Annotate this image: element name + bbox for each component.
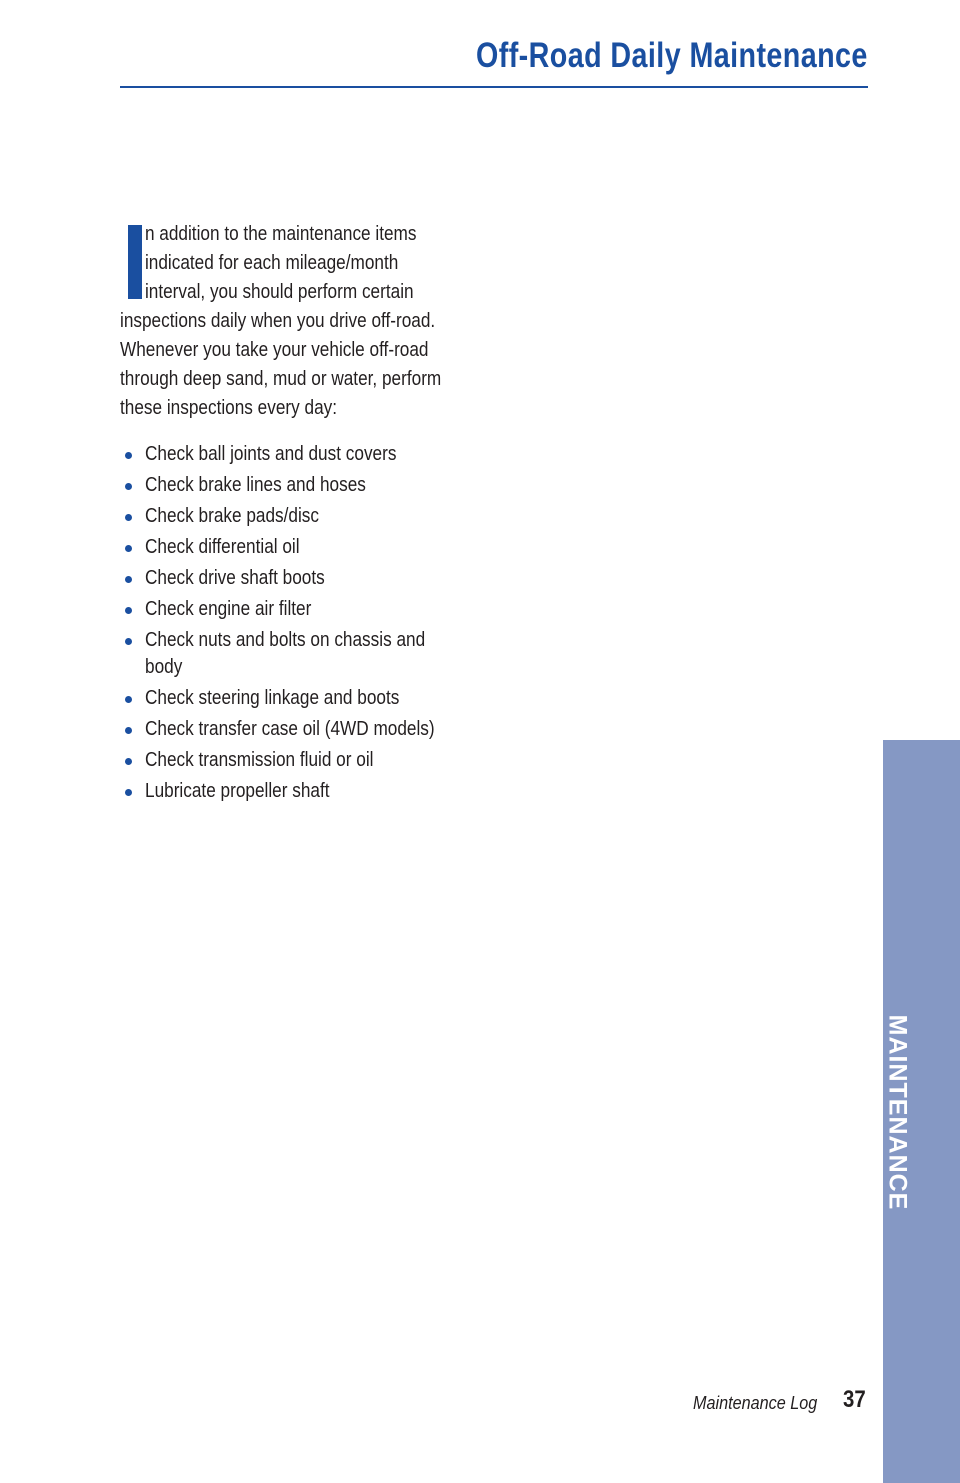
list-item	[120, 503, 560, 530]
bullet-icon	[125, 483, 132, 490]
list-item-text	[120, 565, 560, 592]
list-item	[120, 627, 560, 681]
list-item	[120, 685, 560, 712]
bullet-icon	[125, 727, 132, 734]
list-item-text	[120, 685, 560, 712]
list-item-line: body	[145, 656, 183, 678]
title-rule	[120, 86, 868, 88]
list-item-line: Lubricate propeller shaft	[145, 780, 330, 802]
bullet-icon	[125, 758, 132, 765]
list-item-text	[120, 534, 560, 561]
list-item-text	[120, 716, 560, 743]
bullet-icon	[125, 452, 132, 459]
list-item-line: Check brake pads/disc	[145, 505, 320, 527]
list-item-text	[120, 596, 560, 623]
list-item-text	[120, 627, 560, 681]
list-item-line: Check ball joints and dust covers	[145, 443, 397, 465]
bullet-icon	[125, 514, 132, 521]
bullet-icon	[125, 789, 132, 796]
bullet-icon	[125, 638, 132, 645]
section-side-label	[884, 1000, 910, 1225]
list-item-text	[120, 441, 560, 468]
page-title: Off-Road Daily Maintenance	[476, 36, 868, 75]
intro-line: these inspections every day:	[120, 397, 338, 419]
page-number: 37	[843, 1386, 866, 1413]
bullet-icon	[125, 607, 132, 614]
intro-line: interval, you should perform certain	[144, 281, 414, 303]
intro-line: indicated for each mileage/month	[144, 252, 399, 274]
footer-section-label: Maintenance Log	[693, 1393, 818, 1413]
intro-paragraph	[120, 220, 560, 423]
inspection-checklist	[120, 441, 560, 809]
list-item	[120, 716, 560, 743]
list-item-line: Check nuts and bolts on chassis and	[145, 629, 426, 651]
list-item-line: Check transfer case oil (4WD models)	[145, 718, 435, 740]
intro-line: Whenever you take your vehicle off-road	[120, 339, 429, 361]
bullet-icon	[125, 545, 132, 552]
list-item	[120, 596, 560, 623]
list-item-line: Check transmission fluid or oil	[145, 749, 374, 771]
list-item	[120, 565, 560, 592]
list-item-line: Check brake lines and hoses	[145, 474, 366, 496]
list-item-line: Check engine air filter	[145, 598, 312, 620]
side-tab-text: MAINTENANCE	[883, 1014, 912, 1211]
list-item	[120, 747, 560, 774]
list-item-text	[120, 472, 560, 499]
intro-line: through deep sand, mud or water, perform	[120, 368, 442, 390]
list-item	[120, 778, 560, 805]
list-item-text	[120, 747, 560, 774]
bullet-icon	[125, 576, 132, 583]
list-item-line: Check steering linkage and boots	[145, 687, 400, 709]
list-item	[120, 441, 560, 468]
list-item	[120, 534, 560, 561]
list-item-text	[120, 503, 560, 530]
list-item-line: Check differential oil	[145, 536, 300, 558]
intro-line: n addition to the maintenance items	[144, 223, 417, 245]
list-item-text	[120, 778, 560, 805]
list-item-line: Check drive shaft boots	[145, 567, 325, 589]
bullet-icon	[125, 696, 132, 703]
intro-line: inspections daily when you drive off-road.	[120, 310, 436, 332]
list-item	[120, 472, 560, 499]
